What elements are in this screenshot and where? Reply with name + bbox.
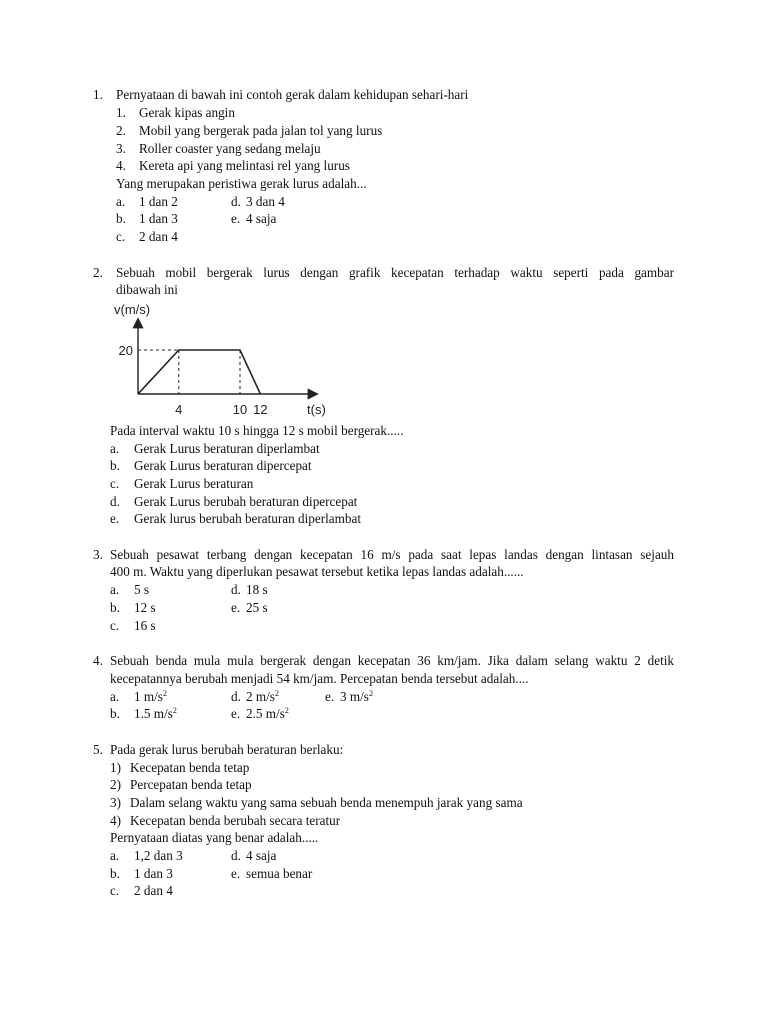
option-label: a.	[110, 582, 120, 597]
option-text: 1,2 dan 3	[134, 848, 183, 863]
question-text: Sebuah benda mula mula bergerak dengan kecepatan 36 km/jam. Jika dalam selang waktu 2 detik	[110, 653, 674, 668]
statement-number: 1)	[110, 760, 121, 775]
question-number: 5.	[93, 742, 103, 757]
option-label: b.	[116, 211, 126, 226]
option-label: c.	[110, 883, 120, 898]
question-number: 3.	[93, 547, 103, 562]
option-label: c.	[110, 618, 120, 633]
option-text: e.	[325, 689, 335, 704]
option-text: 1 dan 2	[139, 194, 178, 209]
option-label: b.	[110, 706, 120, 721]
statement-number: 2)	[110, 777, 121, 792]
option-text: 1 $m/s^2$	[134, 689, 167, 704]
option-text: 2 dan 4	[134, 883, 173, 898]
statement-number: 1.	[116, 105, 126, 120]
statement-text: Percepatan benda tetap	[130, 777, 252, 792]
option-text: 3 dan 4	[246, 194, 285, 209]
x-tick-label: 12	[253, 402, 268, 417]
statement-text: Gerak kipas angin	[139, 105, 235, 120]
option-label: b.	[110, 458, 120, 473]
option-text: e.	[231, 600, 241, 615]
question-text-continued: kecepatannya berubah menjadi 54 km/jam. Percepatan benda tersebut adalah....	[110, 671, 529, 686]
statement-number: 4)	[110, 813, 121, 828]
option-text: 12 s	[134, 600, 156, 615]
option-text: 1.5 $m/s^2$	[134, 706, 177, 721]
option-text: 1 dan 3	[139, 211, 178, 226]
question-text: Pernyataan di bawah ini contoh gerak dalam kehidupan sehari-hari	[116, 87, 469, 102]
x-tick-label: 4	[175, 402, 183, 417]
x-axis-label: t(s)	[307, 402, 326, 417]
statement-number: 3)	[110, 795, 121, 810]
statement-text: Mobil yang bergerak pada jalan tol yang lurus	[139, 123, 383, 138]
option-text: 1 dan 3	[134, 866, 173, 881]
option-text: 2 dan 4	[139, 229, 178, 244]
statement-text: Kereta api yang melintasi rel yang lurus	[139, 158, 350, 173]
velocity-line	[138, 350, 260, 394]
x-tick-label: 10	[232, 402, 248, 417]
option-text: e.	[231, 211, 241, 226]
statement-number: 3.	[116, 141, 126, 156]
option-text: 25 s	[246, 600, 268, 615]
option-text: d.	[231, 582, 241, 597]
option-label: c.	[110, 476, 120, 491]
question-prompt: Pernyataan diatas yang benar adalah.....	[110, 830, 319, 845]
option-text: 18 s	[246, 582, 268, 597]
question-text-continued: 400 m. Waktu yang diperlukan pesawat tersebut ketika lepas landas adalah......	[110, 564, 524, 579]
option-label: a.	[116, 194, 126, 209]
option-text: Gerak Lurus berubah beraturan dipercepat	[134, 494, 358, 509]
question-prompt: Yang merupakan peristiwa gerak lurus adalah...	[116, 176, 367, 191]
option-text: d.	[231, 194, 241, 209]
option-text: 4 saja	[246, 848, 277, 863]
option-label: a.	[110, 441, 120, 456]
question-text-continued: dibawah ini	[116, 282, 178, 297]
option-label: c.	[116, 229, 126, 244]
question-prompt: Pada interval waktu 10 s hingga 12 s mobil bergerak.....	[110, 423, 404, 438]
option-text: Gerak Lurus beraturan dipercepat	[134, 458, 312, 473]
question-number: 4.	[93, 653, 103, 668]
option-label: d.	[110, 494, 120, 509]
question-text: Sebuah mobil bergerak lurus dengan grafik kecepatan terhadap waktu seperti pada gambar	[116, 265, 674, 280]
statement-text: Kecepatan benda berubah secara teratur	[130, 813, 341, 828]
option-text: 3 $m/s^2$	[340, 689, 373, 704]
y-axis-label: v(m/s)	[114, 302, 151, 317]
option-text: 2.5 $m/s^2$	[246, 706, 289, 721]
velocity-time-graph	[110, 300, 330, 420]
option-text: Gerak Lurus beraturan diperlambat	[134, 441, 320, 456]
question-number: 1.	[93, 87, 103, 102]
option-text: Gerak Lurus beraturan	[134, 476, 254, 491]
statement-text: Dalam selang waktu yang sama sebuah benda menempuh jarak yang sama	[130, 795, 523, 810]
option-text: semua benar	[246, 866, 313, 881]
y-tick-label: 20	[118, 343, 133, 358]
option-text: 2 $m/s^2$	[246, 689, 279, 704]
question-number: 2.	[93, 265, 103, 280]
option-label: b.	[110, 866, 120, 881]
option-text: 4 saja	[246, 211, 277, 226]
option-text: d.	[231, 689, 241, 704]
option-text: d.	[231, 848, 241, 863]
question-text: Sebuah pesawat terbang dengan kecepatan 16 m/s pada saat lepas landas dengan lintasan sejauh	[110, 547, 674, 562]
statement-text: Kecepatan benda tetap	[130, 760, 250, 775]
option-label: b.	[110, 600, 120, 615]
option-label: a.	[110, 689, 120, 704]
option-text: e.	[231, 866, 241, 881]
option-text: 5 s	[134, 582, 150, 597]
statement-number: 2.	[116, 123, 126, 138]
statement-text: Roller coaster yang sedang melaju	[139, 141, 321, 156]
option-text: e.	[231, 706, 241, 721]
option-text: Gerak lurus berubah beraturan diperlambat	[134, 511, 362, 526]
statement-number: 4.	[116, 158, 126, 173]
option-label: e.	[110, 511, 120, 526]
option-label: a.	[110, 848, 120, 863]
question-text: Pada gerak lurus berubah beraturan berlaku:	[110, 742, 344, 757]
option-text: 16 s	[134, 618, 156, 633]
